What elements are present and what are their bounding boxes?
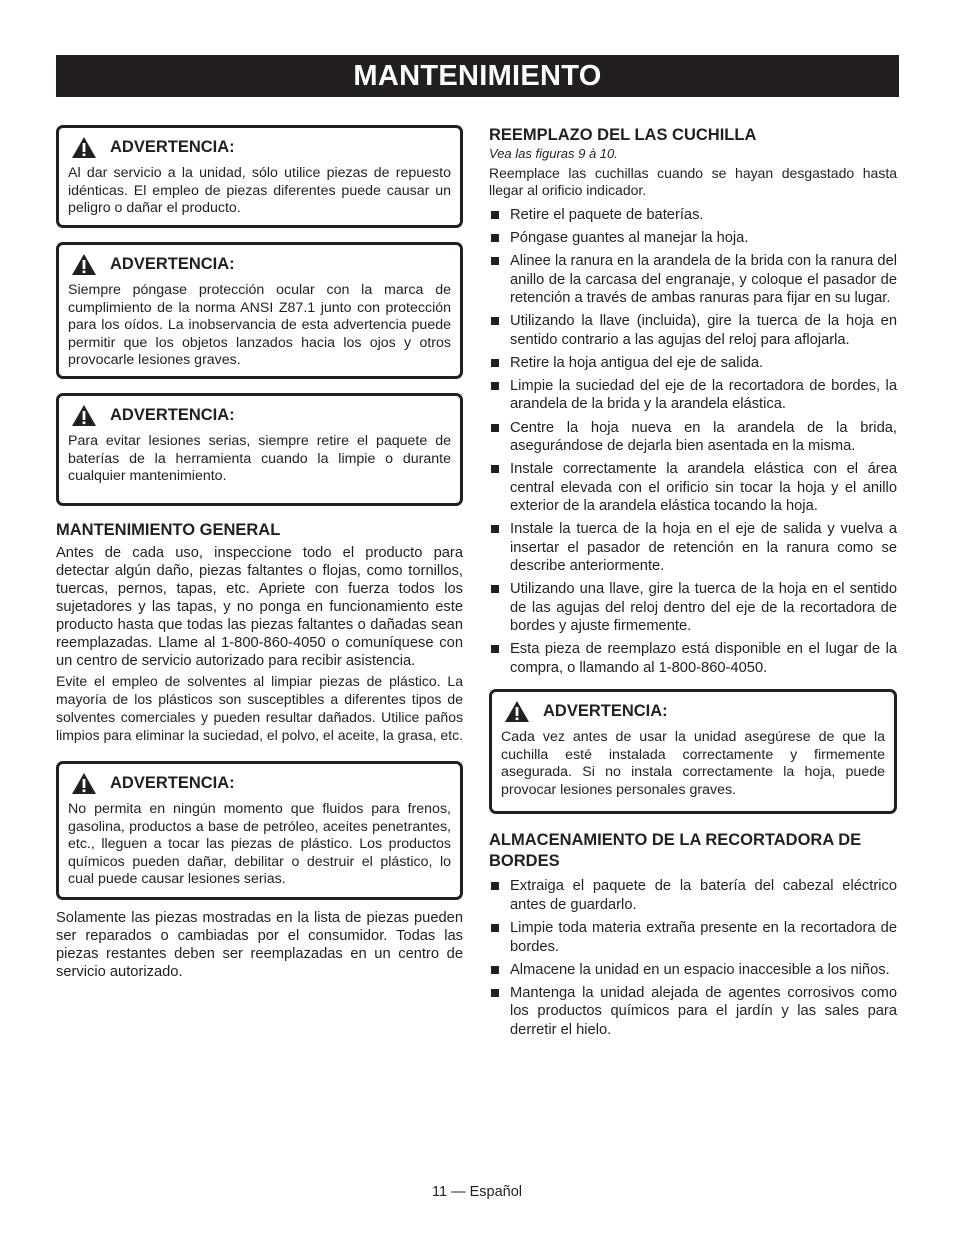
- page-title: MANTENIMIENTO: [56, 55, 899, 97]
- warning-title: ADVERTENCIA:: [110, 406, 235, 424]
- list-item: Limpie la suciedad del eje de la recortadora de bordes, la arandela de la brida y la arandela elástica.: [489, 377, 897, 414]
- warning-box-eye-protection: [56, 242, 463, 379]
- figure-note: Vea las figuras 9 à 10.: [489, 146, 618, 161]
- warning-title: ADVERTENCIA:: [543, 702, 668, 721]
- list-item: Utilizando la llave (incluida), gire la tuerca de la hoja en sentido contrario a las agujas del reloj para aflojarla.: [489, 312, 897, 349]
- list-item: Instale correctamente la arandela elástica con el área central elevada con el orificio sin tocar la hoja y el anillo exterior de la arandela elástica tocando la hoja.: [489, 460, 897, 516]
- warning-box-blade-installed: [489, 689, 897, 814]
- list-item: Alinee la ranura en la arandela de la brida con la ranura del anillo de la carcasa del engranaje, y coloque el pasador de retención a través de ambas ranuras para fijar en su lugar.: [489, 252, 897, 308]
- list-item: Limpie toda materia extraña presente en la recortadora de bordes.: [489, 919, 897, 956]
- list-item: Centre la hoja nueva en la arandela de la brida, asegurándose de dejarla bien asentada en la misma.: [489, 419, 897, 456]
- list-item: Póngase guantes al manejar la hoja.: [489, 229, 897, 248]
- warning-triangle-icon: [504, 700, 530, 723]
- warning-text: No permita en ningún momento que fluidos para frenos, gasolina, productos a base de petróleo, aceites penetrantes, etc., lleguen a tocar las piezas de plástico. Los productos químicos pueden dañar, debilitar o destruir el plástico, lo cual puede causar lesiones serias.: [68, 801, 451, 887]
- replace-intro: Reemplace las cuchillas cuando se hayan desgastado hasta llegar al orificio indicador.: [489, 165, 897, 198]
- warning-box-battery-removal: [56, 393, 463, 506]
- warning-triangle-icon: [71, 404, 97, 427]
- storage-steps-list: [489, 877, 897, 1039]
- warning-title: ADVERTENCIA:: [110, 774, 235, 792]
- list-item: Almacene la unidad en un espacio inaccesible a los niños.: [489, 961, 897, 980]
- list-item: Mantenga la unidad alejada de agentes corrosivos como los productos químicos para el jardín y las sales para derretir el hielo.: [489, 984, 897, 1040]
- section-heading-general: MANTENIMIENTO GENERAL: [56, 521, 281, 539]
- list-item: Instale la tuerca de la hoja en el eje de salida y vuelva a insertar el pasador de retención en la ranura como se describe anteriormente.: [489, 520, 897, 576]
- warning-triangle-icon: [71, 136, 97, 159]
- replace-steps-list: [489, 206, 897, 677]
- list-item: Retire la hoja antigua del eje de salida.: [489, 354, 897, 373]
- list-item: Retire el paquete de baterías.: [489, 206, 897, 225]
- warning-title: ADVERTENCIA:: [110, 255, 235, 273]
- warning-triangle-icon: [71, 253, 97, 276]
- left-column: [56, 125, 463, 981]
- warning-text: Para evitar lesiones serias, siempre retire el paquete de baterías de la herramienta cuando la limpie o durante cualquier mantenimiento.: [68, 433, 451, 484]
- warning-triangle-icon: [71, 772, 97, 795]
- warning-text: Siempre póngase protección ocular con la marca de cumplimiento de la norma ANSI Z87.1 junto con protección para los oídos. La inobservancia de esta advertencia puede permitir que los objetos lanzados hacia los ojos y otros provocarle lesiones graves.: [68, 282, 451, 368]
- list-item: Utilizando una llave, gire la tuerca de la hoja en el sentido de las agujas del reloj dentro del eje de la recortadora de bordes y ajuste firmemente.: [489, 580, 897, 636]
- section-heading-replace-blade: REEMPLAZO DEL LAS CUCHILLA: [489, 126, 757, 144]
- list-item: Esta pieza de reemplazo está disponible en el lugar de la compra, o llamando al 1-800-860-4050.: [489, 640, 897, 677]
- right-column: [489, 125, 897, 1044]
- general-paragraph-solvents: Evite el empleo de solventes al limpiar piezas de plástico. La mayoría de los plásticos son susceptibles a diferentes tipos de solventes comerciales y pueden resultar dañados. Utilice paños limpios para eliminar la suciedad, el polvo, el aceite, la grasa, etc.: [56, 673, 463, 743]
- warning-box-replacement-parts: [56, 125, 463, 228]
- warning-text: Al dar servicio a la unidad, sólo utilice piezas de repuesto idénticas. El empleo de piezas diferentes puede causar un peligro o dañar el producto.: [68, 165, 451, 216]
- general-paragraph-inspection: Antes de cada uso, inspeccione todo el producto para detectar algún daño, piezas faltantes o flojas, como tornillos, tuercas, pernos, tapas, etc. Apriete con fuerza todos los sujetadores y las tapas, y no ponga en funcionamiento este producto hasta que todas las piezas faltantes o dañadas sean reemplazadas. Llame al 1-800-860-4050 o comuníquese con un centro de servicio autorizado para recibir asistencia.: [56, 545, 463, 669]
- list-item: Extraiga el paquete de la batería del cabezal eléctrico antes de guardarlo.: [489, 877, 897, 914]
- closing-paragraph: Solamente las piezas mostradas en la lista de piezas pueden ser reparados o cambiadas por el consumidor. Todas las piezas restantes deben ser reemplazadas en un centro de servicio autorizado.: [56, 910, 463, 980]
- warning-text: Cada vez antes de usar la unidad asegúrese de que la cuchilla esté instalada correctamente y firmemente asegurada. Si no instala correctamente la hoja, puede provocar lesiones personales graves.: [501, 729, 885, 798]
- page-footer: 11 — Español: [431, 1184, 522, 1200]
- warning-title: ADVERTENCIA:: [110, 138, 235, 156]
- warning-box-fluids: [56, 761, 463, 900]
- section-heading-storage: ALMACENAMIENTO DE LA RECORTADORA DE BORDES: [489, 831, 862, 871]
